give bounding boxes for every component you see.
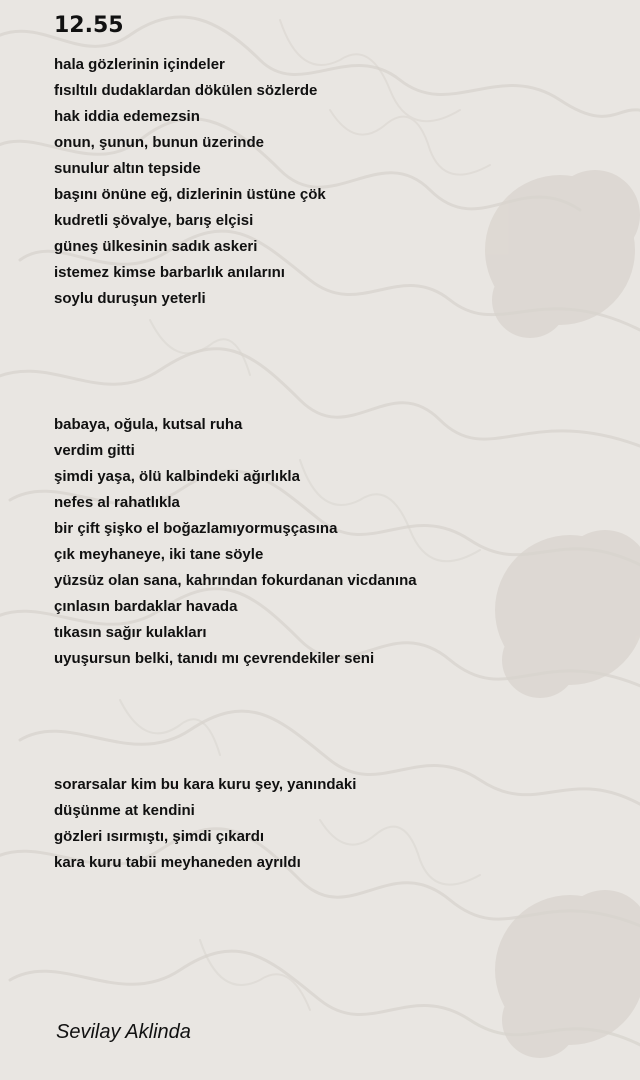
poem-line: nefes al rahatlıkla [54, 494, 180, 511]
poem-line: başını önüne eğ, dizlerinin üstüne çök [54, 186, 326, 203]
poem-line: kara kuru tabii meyhaneden ayrıldı [54, 854, 301, 871]
poem-line: düşünme at kendini [54, 802, 195, 819]
poem-title: 12.55 [54, 13, 124, 38]
poem-line: çık meyhaneye, iki tane söyle [54, 546, 264, 563]
poem-line: kudretli şövalye, barış elçisi [54, 212, 254, 229]
poem-line: hak iddia edemezsin [54, 108, 200, 125]
stanza-1 [54, 54, 326, 314]
poem-line: bir çift şişko el boğazlamıyormuşçasına [54, 520, 338, 537]
poem-line: yüzsüz olan sana, kahrından fokurdanan vicdanına [54, 572, 417, 589]
poem-line: soylu duruşun yeterli [54, 290, 206, 307]
poem-line: tıkasın sağır kulakları [54, 624, 207, 641]
poem-line: çınlasın bardaklar havada [54, 598, 238, 615]
poem-line: şimdi yaşa, ölü kalbindeki ağırlıkla [54, 468, 300, 485]
poem-line: güneş ülkesinin sadık askeri [54, 238, 258, 255]
poem-line: uyuşursun belki, tanıdı mı çevrendekiler seni [54, 650, 375, 667]
poem-line: gözleri ısırmıştı, şimdi çıkardı [54, 828, 265, 845]
poem-line: hala gözlerinin içindeler [54, 56, 225, 73]
poem-line: babaya, oğula, kutsal ruha [54, 416, 243, 433]
stanza-3 [54, 774, 356, 878]
stanza-2 [54, 414, 417, 674]
poem-line: verdim gitti [54, 442, 135, 459]
poem-line: fısıltılı dudaklardan dökülen sözlerde [54, 82, 318, 99]
poem-line: istemez kimse barbarlık anılarını [54, 264, 285, 281]
poem-author: Sevilay Aklinda [56, 1021, 191, 1043]
poem-line: onun, şunun, bunun üzerinde [54, 134, 264, 151]
poem-line: sunulur altın tepside [54, 160, 201, 177]
poem-line: sorarsalar kim bu kara kuru şey, yanındaki [54, 776, 357, 793]
